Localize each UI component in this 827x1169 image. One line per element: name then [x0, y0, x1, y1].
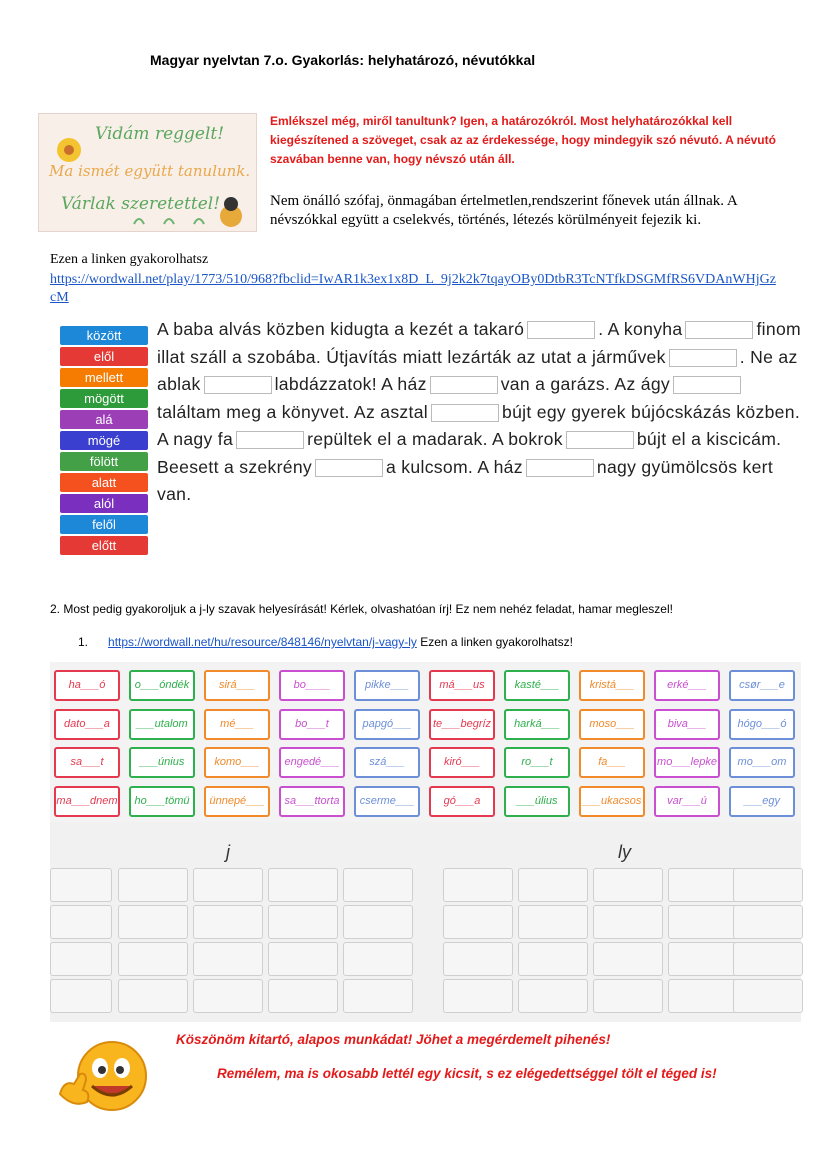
- task-2-item-text: Ezen a linken gyakorolhatsz!: [416, 635, 573, 649]
- word-tile[interactable]: bo___t: [279, 709, 345, 740]
- word-tile[interactable]: ma___dnem: [54, 786, 120, 817]
- word-tile[interactable]: ___ukacsos: [579, 786, 645, 817]
- word-tile[interactable]: o___óndék: [129, 670, 195, 701]
- drop-cell[interactable]: [193, 979, 263, 1013]
- word-tile[interactable]: kiró___: [429, 747, 495, 778]
- word-elott[interactable]: előtt: [60, 536, 148, 555]
- drop-cell[interactable]: [733, 868, 803, 902]
- exercise-text: . Ne az ablak: [157, 346, 798, 394]
- drop-cell[interactable]: [593, 868, 663, 902]
- blank-slot[interactable]: [431, 404, 499, 422]
- drop-cell[interactable]: [268, 868, 338, 902]
- wordwall-link-2[interactable]: https://wordwall.net/hu/resource/848146/nyelvtan/j-vagy-ly: [108, 635, 417, 649]
- drop-cell[interactable]: [668, 942, 738, 976]
- exercise-text: bújt egy gyerek bújócskázás közben. A nagy fa: [157, 401, 801, 449]
- blank-slot[interactable]: [673, 376, 741, 394]
- word-tile[interactable]: sirá___: [204, 670, 270, 701]
- exercise-text: . A konyha: [598, 319, 683, 339]
- word-tile[interactable]: dato___a: [54, 709, 120, 740]
- exercise-text: finom illat száll a szobába. Útjavítás miatt lezárták az utat a járművek: [157, 319, 801, 367]
- word-tile[interactable]: moso___: [579, 709, 645, 740]
- word-tile[interactable]: pikke___: [354, 670, 420, 701]
- greeting-image: [38, 113, 257, 232]
- practice-text: Ezen a linken gyakorolhatsz: [50, 252, 209, 267]
- column-label-j: j: [226, 842, 230, 862]
- word-tile[interactable]: gó___a: [429, 786, 495, 817]
- drop-cell[interactable]: [593, 942, 663, 976]
- drop-cell[interactable]: [50, 868, 112, 902]
- thanks-line-1: Köszönöm kitartó, alapos munkádat! Jöhet a megérdemelt pihenés!: [176, 1032, 611, 1047]
- drop-cell[interactable]: [343, 868, 413, 902]
- drop-cell[interactable]: [50, 979, 112, 1013]
- word-tiles-board: [50, 662, 801, 822]
- postposition-word-list: [60, 326, 148, 557]
- word-tile[interactable]: sa___ttorta: [279, 786, 345, 817]
- word-tile[interactable]: harká___: [504, 709, 570, 740]
- column-label-ly: ly: [618, 842, 631, 862]
- word-tile[interactable]: szá___: [354, 747, 420, 778]
- drop-cell[interactable]: [268, 979, 338, 1013]
- word-tile[interactable]: kristá___: [579, 670, 645, 701]
- exercise-text: A baba alvás közben kidugta a kezét a takaró: [157, 319, 525, 339]
- drop-cell[interactable]: [443, 905, 513, 939]
- word-tile[interactable]: komo___: [204, 747, 270, 778]
- drop-cell[interactable]: [668, 868, 738, 902]
- word-tile[interactable]: má___us: [429, 670, 495, 701]
- drop-cell[interactable]: [343, 979, 413, 1013]
- intro-red-text: Emlékszel még, miről tanultunk? Igen, a határozókról. Most helyhatározókkal kell kiegészítened a szöveget, csak az az érdekessége, hogy mindegyik szó névutó. A névutó szavában benne van, hogy névszó után áll.: [270, 114, 776, 166]
- word-elol[interactable]: elől: [60, 347, 148, 366]
- word-tile[interactable]: papgó___: [354, 709, 420, 740]
- blank-slot[interactable]: [669, 349, 737, 367]
- word-tile[interactable]: hógo___ó: [729, 709, 795, 740]
- drop-cell[interactable]: [118, 942, 188, 976]
- word-tile[interactable]: mo___lepke: [654, 747, 720, 778]
- drop-cell[interactable]: [118, 905, 188, 939]
- drop-cell[interactable]: [443, 942, 513, 976]
- word-tile[interactable]: ha___ó: [54, 670, 120, 701]
- drop-cell[interactable]: [518, 905, 588, 939]
- word-ala[interactable]: alá: [60, 410, 148, 429]
- page-title: Magyar nyelvtan 7.o. Gyakorlás: helyhatározó, névutókkal: [150, 52, 536, 68]
- drop-cell[interactable]: [118, 979, 188, 1013]
- blank-slot[interactable]: [430, 376, 498, 394]
- word-tile[interactable]: ünnepé___: [204, 786, 270, 817]
- word-tile[interactable]: mo___om: [729, 747, 795, 778]
- word-tile[interactable]: cserme___: [354, 786, 420, 817]
- list-number: 1.: [78, 635, 89, 649]
- drop-cell[interactable]: [518, 979, 588, 1013]
- blank-slot[interactable]: [236, 431, 304, 449]
- word-tile[interactable]: sa___t: [54, 747, 120, 778]
- drop-cell[interactable]: [193, 905, 263, 939]
- drop-cell[interactable]: [593, 979, 663, 1013]
- word-tile[interactable]: var___ú: [654, 786, 720, 817]
- exercise-text: repültek el a madarak. A bokrok: [307, 429, 563, 449]
- drop-cell[interactable]: [733, 942, 803, 976]
- drop-cell[interactable]: [50, 942, 112, 976]
- word-mogott[interactable]: mögött: [60, 389, 148, 408]
- greeting-line-3: Várlak szeretettel!: [61, 194, 221, 214]
- exercise-text: labdázzatok! A ház: [274, 374, 427, 394]
- exercise-text: nagy gyümölcsös kert van.: [157, 456, 774, 504]
- drop-cell[interactable]: [443, 979, 513, 1013]
- word-tile[interactable]: ___únius: [129, 747, 195, 778]
- word-tile[interactable]: erké___: [654, 670, 720, 701]
- blank-slot[interactable]: [527, 321, 595, 339]
- word-tile[interactable]: kasté___: [504, 670, 570, 701]
- greeting-line-1: Vidám reggelt!: [95, 124, 225, 144]
- exercise-text: van a garázs. Az ágy: [500, 374, 671, 394]
- drop-cell[interactable]: [668, 979, 738, 1013]
- greeting-line-2: Ma ismét együtt tanulunk.: [49, 162, 251, 180]
- word-kozott[interactable]: között: [60, 326, 148, 345]
- word-moge[interactable]: mögé: [60, 431, 148, 450]
- word-tile[interactable]: ___utalom: [129, 709, 195, 740]
- sorting-grid: [50, 822, 801, 1022]
- word-mellett[interactable]: mellett: [60, 368, 148, 387]
- word-tile[interactable]: ro___t: [504, 747, 570, 778]
- word-tile[interactable]: engedé___: [279, 747, 345, 778]
- word-tile[interactable]: te___begríz: [429, 709, 495, 740]
- blank-slot[interactable]: [315, 459, 383, 477]
- exercise-text: bújt el a kiscicám. Beesett a szekrény: [157, 429, 782, 477]
- fill-in-exercise: [157, 316, 802, 509]
- exercise-text: a kulcsom. A ház: [386, 456, 523, 477]
- word-alatt[interactable]: alatt: [60, 473, 148, 492]
- exercise-text: találtam meg a könyvet. Az asztal: [157, 401, 428, 422]
- drop-cell[interactable]: [193, 868, 263, 902]
- task-2-heading: 2. Most pedig gyakoroljuk a j-ly szavak helyesírását! Kérlek, olvashatóan írj! Ez nem nehéz feladat, hamar megleszel!: [50, 602, 673, 616]
- word-folott[interactable]: fölött: [60, 452, 148, 471]
- smiley-thumbs-up-icon: [50, 1038, 150, 1114]
- word-tile[interactable]: ho___tömü: [129, 786, 195, 817]
- drop-cell[interactable]: [443, 868, 513, 902]
- task-2-item: [78, 635, 573, 649]
- drop-cell[interactable]: [668, 905, 738, 939]
- drop-cell[interactable]: [593, 905, 663, 939]
- blank-slot[interactable]: [526, 459, 594, 477]
- wordwall-link-1[interactable]: https://wordwall.net/play/1773/510/968?fbclid=IwAR1k3ex1x8D_L_9j2k2k7tqayOBy0DtbR3TcNTfkDSGMfRS6VDAnWHjGzcM: [50, 272, 776, 305]
- intro-definition-text: Nem önálló szófaj, önmagában értelmetlen,rendszerint főnevek után állnak. A névszókkal együtt a cselekvés, történés, létezés körülményeit fejezik ki.: [270, 193, 737, 228]
- drop-cell[interactable]: [518, 942, 588, 976]
- drop-cell[interactable]: [118, 868, 188, 902]
- drop-cell[interactable]: [518, 868, 588, 902]
- word-tile[interactable]: csør___e: [729, 670, 795, 701]
- drop-cell[interactable]: [268, 942, 338, 976]
- drop-cell[interactable]: [268, 905, 338, 939]
- drop-cell[interactable]: [733, 905, 803, 939]
- word-tile[interactable]: ___úlius: [504, 786, 570, 817]
- word-tile[interactable]: bo____: [279, 670, 345, 701]
- word-alol[interactable]: alól: [60, 494, 148, 513]
- drop-cell[interactable]: [193, 942, 263, 976]
- blank-slot[interactable]: [204, 376, 272, 394]
- word-tile[interactable]: mé___: [204, 709, 270, 740]
- drop-cell[interactable]: [343, 905, 413, 939]
- word-tile[interactable]: biva___: [654, 709, 720, 740]
- blank-slot[interactable]: [566, 431, 634, 449]
- drop-cell[interactable]: [343, 942, 413, 976]
- drop-cell[interactable]: [733, 979, 803, 1013]
- thanks-line-2: Remélem, ma is okosabb lettél egy kicsit, s ez elégedettséggel tölt el téged is!: [217, 1066, 717, 1081]
- blank-slot[interactable]: [685, 321, 753, 339]
- drop-cell[interactable]: [50, 905, 112, 939]
- word-felol[interactable]: felől: [60, 515, 148, 534]
- word-tile[interactable]: fa___: [579, 747, 645, 778]
- word-tile[interactable]: ___egy: [729, 786, 795, 817]
